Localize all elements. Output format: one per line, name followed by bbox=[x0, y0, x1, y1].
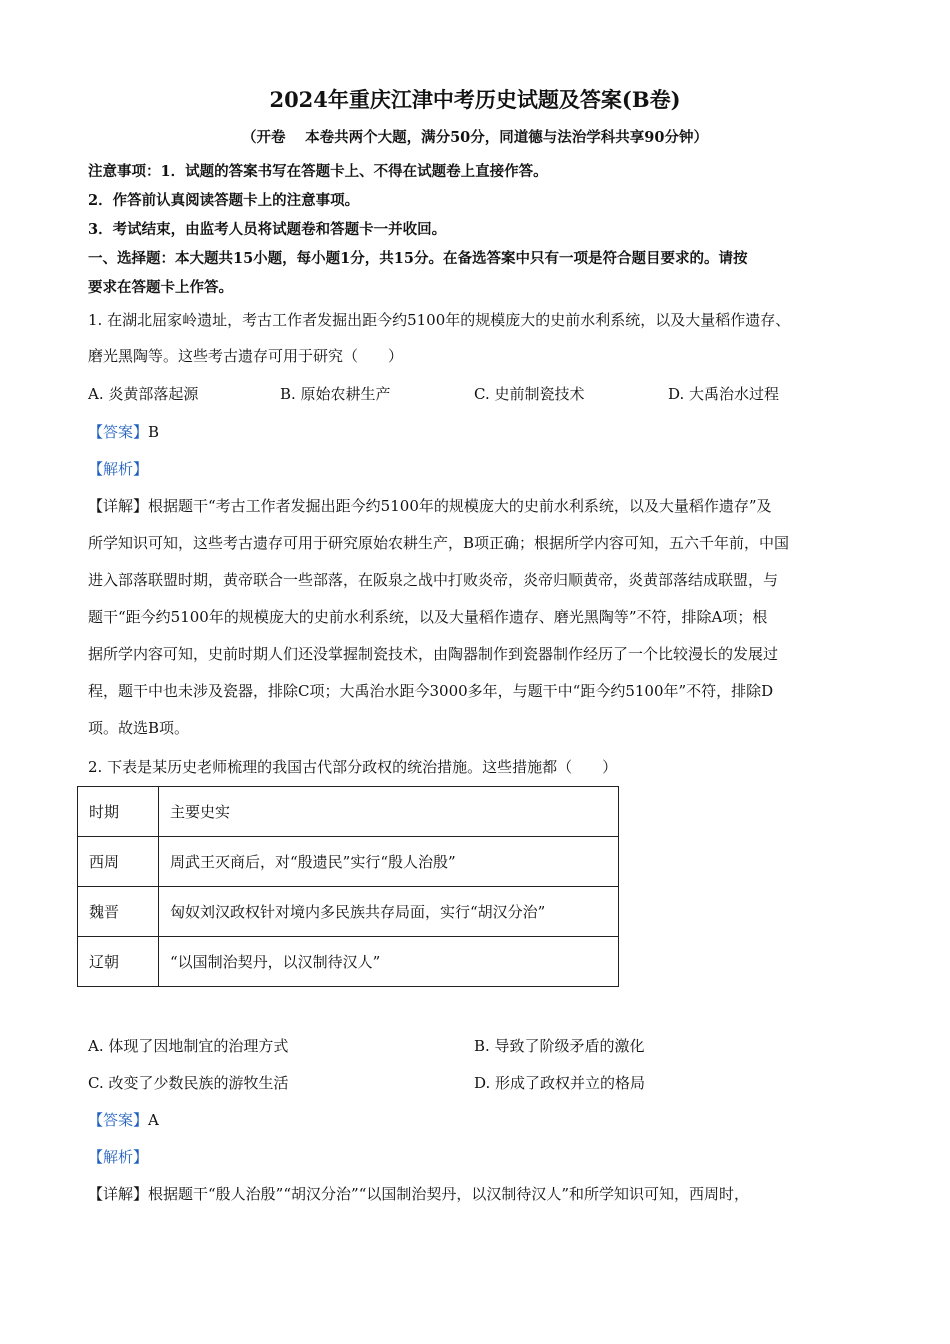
detail-tag: 【详解】 bbox=[88, 497, 149, 515]
answer-value: B bbox=[148, 423, 160, 441]
q1-stem-line-1: 1. 在湖北屈家岭遗址，考古工作者发掘出距今约5100年的规模庞大的史前水利系统，以及大量稻作遗存、 bbox=[88, 311, 791, 329]
section-intro-line-2: 要求在答题卡上作答。 bbox=[88, 279, 233, 296]
q1-option-c: C. 史前制瓷技术 bbox=[474, 385, 585, 403]
table-header-cell: 时期 bbox=[78, 787, 159, 837]
history-table bbox=[77, 786, 619, 987]
exam-subtitle: （开卷 本卷共两个大题，满分50分，同道德与法治学科共享90分钟） bbox=[242, 129, 708, 146]
q1-detail-line-3: 进入部落联盟时期，黄帝联合一些部落，在阪泉之战中打败炎帝，炎帝归顺黄帝，炎黄部落结成联盟，与 bbox=[88, 571, 779, 589]
q2-detail-line-1: 【详解】根据题干“殷人治殷”“胡汉分治”“以国制治契丹，以汉制待汉人”和所学知识可知，西周时， bbox=[88, 1185, 750, 1203]
q1-answer bbox=[88, 421, 159, 443]
answer-tag: 【答案】 bbox=[88, 423, 149, 441]
q2-option-d: D. 形成了政权并立的格局 bbox=[474, 1074, 646, 1092]
table-cell: 魏晋 bbox=[78, 887, 159, 937]
q1-detail-line-2: 所学知识可知，这些考古遗存可用于研究原始农耕生产，B项正确；根据所学内容可知，五六千年前，中国 bbox=[88, 534, 790, 552]
q2-analysis-tag: 【解析】 bbox=[88, 1148, 149, 1166]
q1-option-a: A. 炎黄部落起源 bbox=[88, 385, 199, 403]
q2-stem: 2. 下表是某历史老师梳理的我国古代部分政权的统治措施。这些措施都（ ） bbox=[88, 758, 618, 776]
detail-tag: 【详解】 bbox=[88, 1185, 149, 1203]
table-row bbox=[78, 937, 619, 987]
q1-detail-line-5: 据所学内容可知，史前时期人们还没掌握制瓷技术，由陶器制作到瓷器制作经历了一个比较漫长的发展过 bbox=[88, 645, 779, 663]
table-cell: 周武王灭商后，对“殷遗民”实行“殷人治殷” bbox=[159, 837, 619, 887]
table-cell: 匈奴刘汉政权针对境内多民族共存局面，实行“胡汉分治” bbox=[159, 887, 619, 937]
q1-detail-line-7: 项。故选B项。 bbox=[88, 719, 190, 737]
page-title: 2024年重庆江津中考历史试题及答案(B卷) bbox=[269, 87, 681, 112]
q1-stem-line-2: 磨光黑陶等。这些考古遗存可用于研究（ ） bbox=[88, 347, 404, 365]
table-header-row bbox=[78, 787, 619, 837]
q1-detail-line-4: 题干“距今约5100年的规模庞大的史前水利系统，以及大量稻作遗存、磨光黑陶等”不符，排除A项；根 bbox=[88, 608, 768, 626]
table-cell: 西周 bbox=[78, 837, 159, 887]
note-3: 3．考试结束，由监考人员将试题卷和答题卡一并收回。 bbox=[88, 221, 447, 238]
table-cell: 辽朝 bbox=[78, 937, 159, 987]
note-2: 2．作答前认真阅读答题卡上的注意事项。 bbox=[88, 192, 360, 209]
q2-answer bbox=[88, 1109, 159, 1131]
table-cell: “以国制治契丹，以汉制待汉人” bbox=[159, 937, 619, 987]
q2-option-c: C. 改变了少数民族的游牧生活 bbox=[88, 1074, 289, 1092]
q2-option-a: A. 体现了因地制宜的治理方式 bbox=[88, 1037, 289, 1055]
answer-value: A bbox=[148, 1111, 159, 1129]
table-row bbox=[78, 887, 619, 937]
q1-option-b: B. 原始农耕生产 bbox=[280, 385, 391, 403]
table-header-cell: 主要史实 bbox=[159, 787, 619, 837]
table-row bbox=[78, 837, 619, 887]
note-1: 注意事项：1．试题的答案书写在答题卡上、不得在试题卷上直接作答。 bbox=[88, 163, 548, 180]
q1-detail-line-6: 程，题干中也未涉及瓷器，排除C项；大禹治水距今3000多年，与题干中“距今约5100年”不符，排除D bbox=[88, 682, 774, 700]
q2-option-b: B. 导致了阶级矛盾的激化 bbox=[474, 1037, 645, 1055]
q1-option-d: D. 大禹治水过程 bbox=[668, 385, 780, 403]
section-intro-line-1: 一、选择题：本大题共15小题，每小题1分，共15分。在备选答案中只有一项是符合题目要求的。请按 bbox=[88, 250, 748, 267]
answer-tag: 【答案】 bbox=[88, 1111, 149, 1129]
q1-analysis-tag: 【解析】 bbox=[88, 460, 149, 478]
q1-detail-line-1: 【详解】根据题干“考古工作者发掘出距今约5100年的规模庞大的史前水利系统，以及大量稻作遗存”及 bbox=[88, 497, 772, 515]
